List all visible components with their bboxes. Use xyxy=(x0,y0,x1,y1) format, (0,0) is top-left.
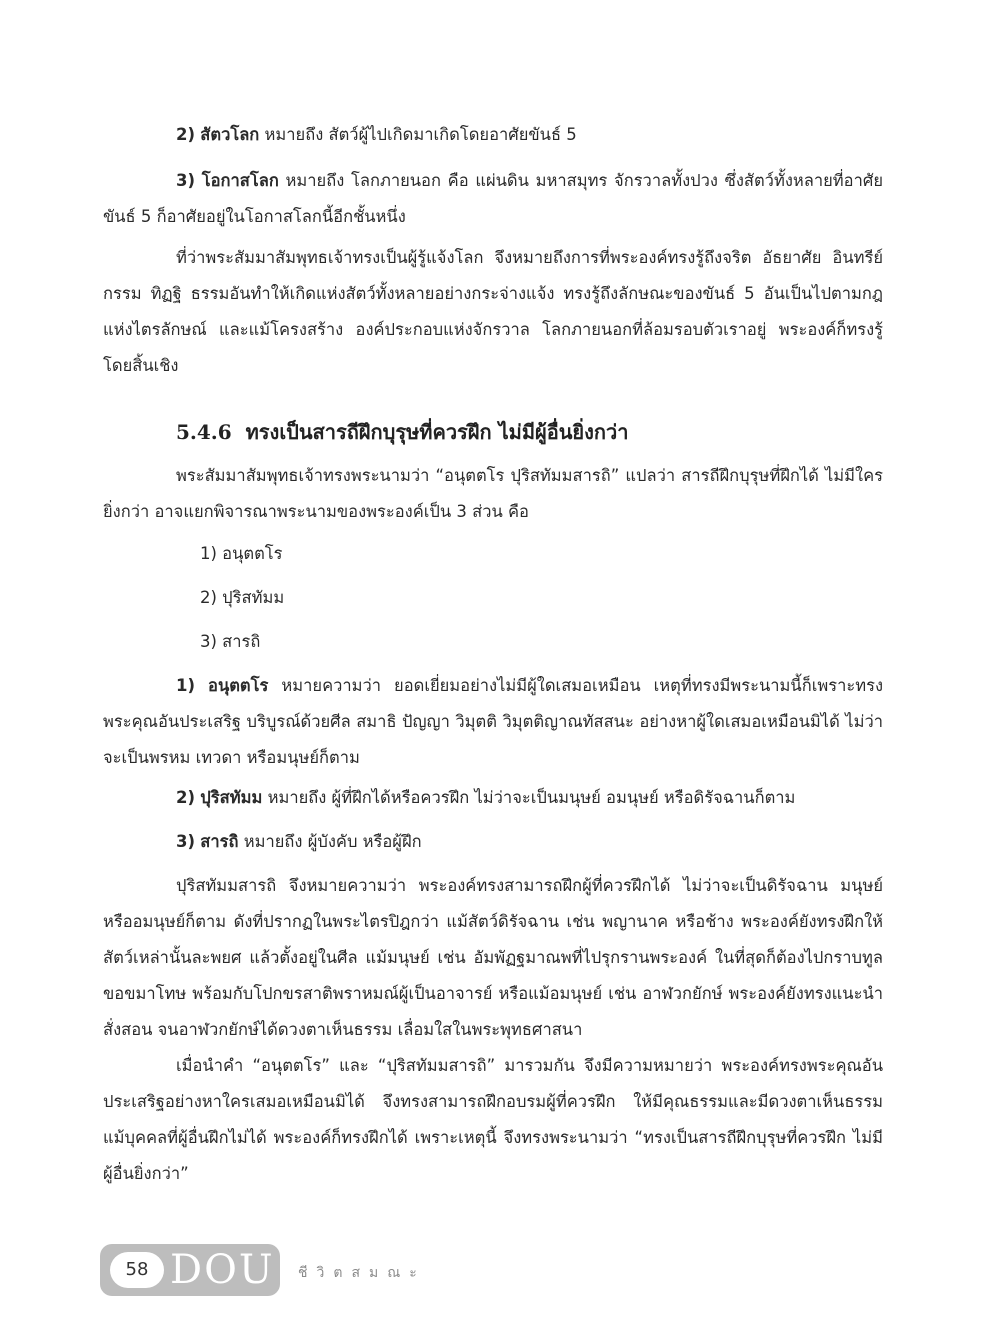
definition: หมายถึง ผู้ที่ฝึกได้หรือควรฝึก ไม่ว่าจะเป็นมนุษย์ อมนุษย์ หรือดิรัจฉานก็ตาม xyxy=(262,788,796,807)
item-number: 3) xyxy=(176,832,196,851)
definition: หมายถึง ผู้บังคับ หรือผู้ฝึก xyxy=(238,832,422,851)
paragraph-lokavidu xyxy=(103,240,883,384)
term: โอกาสโลก xyxy=(201,171,279,190)
item-number: 1) xyxy=(176,676,196,695)
section-number: 5.4.6 xyxy=(176,420,232,444)
page-number: 58 xyxy=(110,1252,164,1288)
paragraph-text: ที่ว่าพระสัมมาสัมพุทธเจ้าทรงเป็นผู้รู้แจ้งโลก จึงหมายถึงการที่พระองค์ทรงรู้ถึงจริต อัธยาศัย อินทรีย์ กรรม ทิฏฐิ ธรรมอันทำให้เกิดแห่งสัตว์ทั้งหลายอย่างกระจ่างแจ้ง ทรงรู้ถึงลักษณะของขันธ์ 5 อันเป็นไปตามกฎแห่งไตรลักษณ์ และแม้โครงสร้าง องค์ประกอบแห่งจักรวาล โลกภายนอกที่ล้อมรอบตัวเราอยู่ พระองค์ก็ทรงรู้โดยสิ้นเชิง xyxy=(103,248,883,375)
dou-logo: DOU xyxy=(170,1247,275,1293)
section-heading xyxy=(176,412,628,452)
term: สารถิ xyxy=(200,832,239,851)
paragraph-purisadamma xyxy=(176,780,795,816)
term: ปุริสทัมม xyxy=(200,788,263,807)
paragraph-okasa-loka xyxy=(103,163,883,235)
paragraph-intro xyxy=(103,458,883,530)
definition: หมายถึง สัตว์ผู้ไปเกิดมาเกิดโดยอาศัยขันธ์ 5 xyxy=(259,125,577,144)
term: สัตวโลก xyxy=(200,125,260,144)
paragraph-text: เมื่อนำคำ “อนุตตโร” และ “ปุริสทัมมสารถิ” มารวมกัน จึงมีความหมายว่า พระองค์ทรงพระคุณอันประเสริฐอย่างหาใครเสมอเหมือนมิได้ จึงทรงสามารถฝึกอบรมผู้ที่ควรฝึก ให้มีคุณธรรมและมีดวงตาเห็นธรรม แม้บุคคลที่ผู้อื่นฝึกไม่ได้ พระองค์ก็ทรงฝึกได้ เพราะเหตุนี้ จึงทรงพระนามว่า “ทรงเป็นสารถีฝึกบุรุษที่ควรฝึก ไม่มีผู้อื่นยิ่งกว่า” xyxy=(103,1056,883,1183)
list-item: 2) ปุริสทัมม xyxy=(200,588,285,607)
paragraph-conclusion xyxy=(103,1048,883,1192)
paragraph-satta-loka xyxy=(176,117,577,153)
paragraph-anuttaro xyxy=(103,668,883,776)
paragraph-text: ปุริสทัมมสารถิ จึงหมายความว่า พระองค์ทรงสามารถฝึกผู้ที่ควรฝึกได้ ไม่ว่าจะเป็นดิรัจฉาน มนุษย์ หรืออมนุษย์ก็ตาม ดังที่ปรากฏในพระไตรปิฎกว่า แม้สัตว์ดิรัจฉาน เช่น พญานาค หรือช้าง พระองค์ยังทรงฝึกให้สัตว์เหล่านั้นละพยศ แล้วตั้งอยู่ในศีล แม้มนุษย์ เช่น อัมพัฏฐมาณพที่ไปรุกรานพระองค์ ในที่สุดก็ต้องไปกราบทูลขอขมาโทษ พร้อมกับโปกขรสาติพราหมณ์ผู้เป็นอาจารย์ หรือแม้อมนุษย์ เช่น อาฬวกยักษ์ พระองค์ยังทรงแนะนำสั่งสอน จนอาฬวกยักษ์ได้ดวงตาเห็นธรรม เลื่อมใสในพระพุทธศาสนา xyxy=(103,876,883,1039)
item-number: 2) xyxy=(176,788,196,807)
paragraph-meaning xyxy=(103,868,883,1048)
list-item: 1) อนุตตโร xyxy=(200,544,283,563)
term: อนุตตโร xyxy=(208,676,269,695)
definition: หมายถึง โลกภายนอก คือ แผ่นดิน มหาสมุทร จักรวาลทั้งปวง ซึ่งสัตว์ทั้งหลายที่อาศัยขันธ์ 5 ก็อาศัยอยู่ในโอกาสโลกนี้อีกชั้นหนึ่ง xyxy=(103,171,883,226)
paragraph-text: พระสัมมาสัมพุทธเจ้าทรงพระนามว่า “อนุตตโร ปุริสทัมมสารถิ” แปลว่า สารถีฝึกบุรุษที่ฝึกได้ ไม่มีใครยิ่งกว่า อาจแยกพิจารณาพระนามของพระองค์เป็น 3 ส่วน คือ xyxy=(103,466,883,521)
item-number: 3) xyxy=(176,171,196,190)
list-item: 3) สารถิ xyxy=(200,632,261,651)
book-title: ชีวิตสมณะ xyxy=(298,1265,426,1281)
paragraph-sarathi xyxy=(176,824,422,860)
item-number: 2) xyxy=(176,125,196,144)
definition: หมายความว่า ยอดเยี่ยมอย่างไม่มีผู้ใดเสมอเหมือน เหตุที่ทรงมีพระนามนี้ก็เพราะทรงพระคุณอันประเสริฐ บริบูรณ์ด้วยศีล สมาธิ ปัญญา วิมุตติ วิมุตติญาณทัสสนะ อย่างหาผู้ใดเสมอเหมือนมิได้ ไม่ว่าจะเป็นพรหม เทวดา หรือมนุษย์ก็ตาม xyxy=(103,676,883,767)
section-title: ทรงเป็นสารถีฝึกบุรุษที่ควรฝึก ไม่มีผู้อื่นยิ่งกว่า xyxy=(245,420,629,444)
